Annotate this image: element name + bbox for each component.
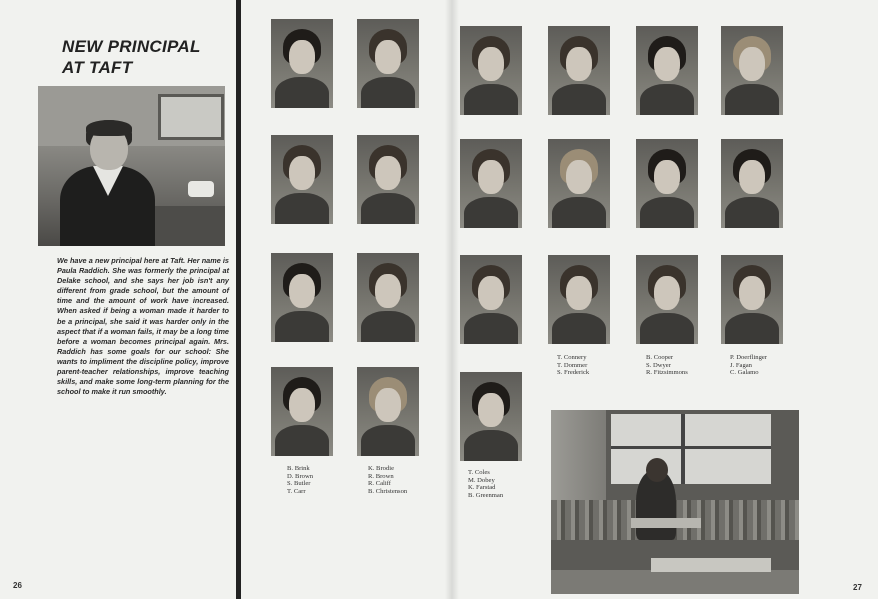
student-portrait [548,26,610,115]
student-portrait [636,255,698,344]
student-portrait [548,255,610,344]
student-portrait [460,372,522,461]
student-portrait [460,255,522,344]
article-body: We have a new principal here at Taft. Her name is Paula Raddich. She was formerly the principal at Delake school, and she says her job isn't any different from grade school, but the amount of time and the amount of work have increased. When asked if being a woman made it harder to be a principal, she said it was harder only in the aspect that if a woman fails, it may be a long time before a woman becomes principal again. Mrs. Raddich has some goals for our school: She wants to impliment the discipline policy, improve parent-teacher relationships, improve teaching skills, and make some long-term planning for the school to make it run smoothly. [57,256,229,397]
student-portrait [357,19,419,108]
page-fold [445,0,459,599]
student-portrait [460,139,522,228]
name-list-5: B. Cooper S. Dwyer R. Fitzsimmons [646,354,688,377]
principal-photo [38,86,225,246]
student-portrait [357,135,419,224]
student-portrait [636,26,698,115]
page-number-left: 26 [13,581,22,590]
student-portrait [271,135,333,224]
student-portrait [460,26,522,115]
article-title [62,36,232,78]
telephone-icon [188,181,214,197]
student-portrait [636,139,698,228]
student-portrait [357,367,419,456]
student-portrait [357,253,419,342]
page-number-right: 27 [853,583,862,592]
name-list-3: T. Coles M. Dobey K. Farstad B. Greenman [468,469,504,500]
title-line-1: NEW PRINCIPAL [62,37,201,56]
name-list-2: K. Brodie R. Brown R. Califf B. Christenson [368,465,408,496]
student-portrait [271,19,333,108]
title-line-2: AT TAFT [62,58,133,77]
page-divider [236,0,241,599]
name-list-4: T. Connery T. Dommer S. Frederick [557,354,590,377]
classroom-photo [551,410,799,594]
student-portrait [721,139,783,228]
student-portrait [271,253,333,342]
student-portrait [721,26,783,115]
name-list-1: B. Brink D. Brown S. Butler T. Carr [287,465,314,496]
name-list-6: P. Doerflinger J. Fagan C. Galamo [730,354,767,377]
student-portrait [271,367,333,456]
student-portrait [548,139,610,228]
student-portrait [721,255,783,344]
